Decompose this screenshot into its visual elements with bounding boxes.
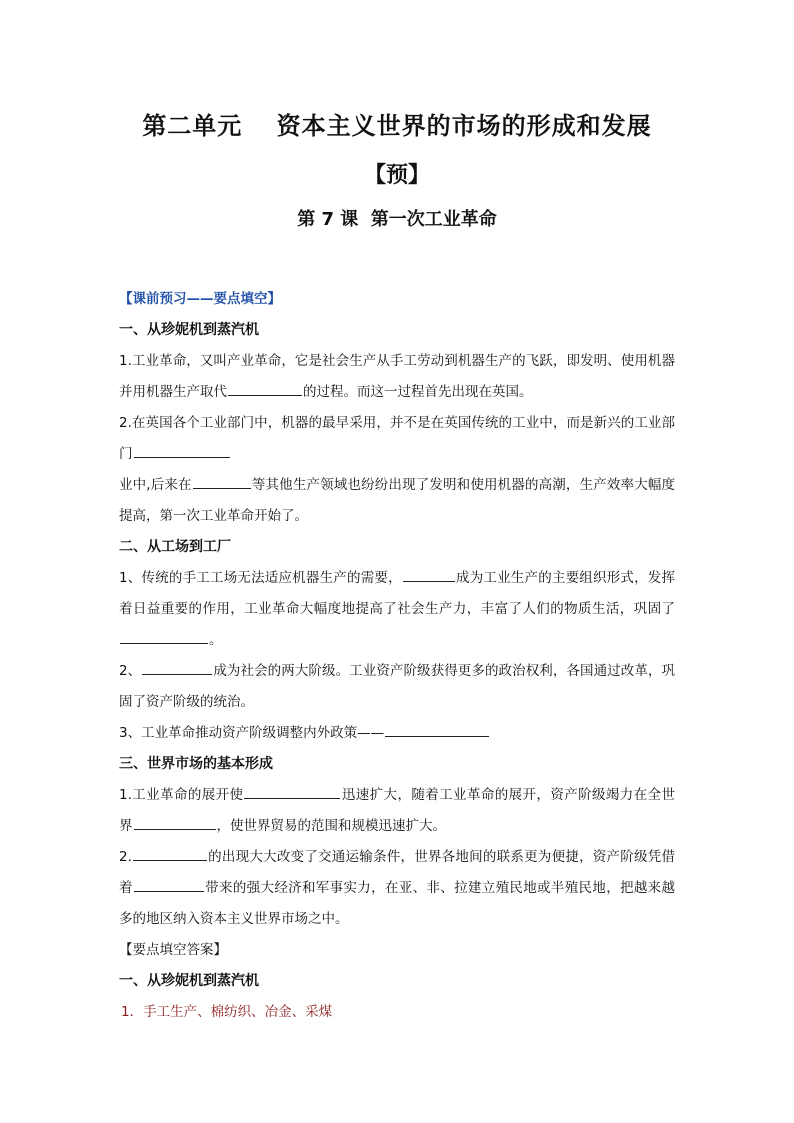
fill-blank[interactable] [134, 815, 216, 830]
text-segment: 的过程。而这一过程首先出现在英国。 [303, 384, 533, 400]
section-3-paragraph-2 [119, 842, 675, 935]
answer-line-1: 1．手工生产、棉纺织、冶金、采煤 [121, 1004, 333, 1020]
fill-blank[interactable] [120, 629, 208, 644]
fill-blank[interactable] [228, 381, 302, 396]
lesson-title: 第 7 课 第一次工业革命 [297, 209, 497, 230]
text-segment: 的出现大大改变了交通运输条件，世界各地间的联系更为便捷，资产阶级凭借着 [119, 849, 675, 896]
answers-label: 【要点填空答案】 [119, 942, 227, 958]
section-2-paragraph-1 [119, 563, 675, 656]
fill-blank[interactable] [403, 567, 455, 582]
preview-tag: 【预】 [363, 163, 430, 188]
text-segment: 2.在英国各个工业部门中，机器的最早采用，并不是在英国传统的工业中，而是新兴的工业部门 [119, 415, 675, 462]
section-1-paragraph-2 [119, 408, 675, 470]
fill-blank[interactable] [134, 877, 204, 892]
text-segment: 2、 [119, 663, 142, 679]
text-segment: 等其他生产领域也纷纷出现了发明和使用机器的高潮，生产效率大幅度提高，第一次工业革命开始了。 [119, 477, 675, 524]
preview-label: 【课前预习——要点填空】 [119, 291, 281, 307]
text-segment: 迅速扩大，随着工业革命的展开，资产阶级竭力在全世界 [119, 787, 676, 834]
fill-blank[interactable] [385, 722, 489, 737]
section-1-paragraph-1 [119, 346, 675, 408]
text-segment: 。 [209, 632, 223, 648]
fill-blank[interactable] [134, 443, 230, 458]
section-1-heading: 一、从珍妮机到蒸汽机 [119, 322, 259, 338]
text-segment: 成为社会的两大阶级。工业资产阶级获得更多的政治权利，各国通过改革，巩固了资产阶级的统治。 [119, 663, 676, 710]
text-segment: 1.工业革命的展开使 [119, 787, 244, 803]
answers-section-1-heading: 一、从珍妮机到蒸汽机 [119, 973, 259, 989]
text-segment: ，使世界贸易的范围和规模迅速扩大。 [216, 818, 446, 834]
fill-blank[interactable] [142, 660, 212, 675]
section-1-paragraph-2-cont [119, 470, 675, 532]
text-segment: 业中,后来在 [119, 477, 192, 493]
text-segment: 3、工业革命推动资产阶级调整内外政策—— [119, 725, 385, 741]
text-segment: 2. [119, 849, 132, 865]
unit-title: 第二单元 资本主义世界的市场的形成和发展 [142, 112, 652, 140]
document-body [119, 284, 675, 1028]
section-3-paragraph-1 [119, 780, 675, 842]
section-2-paragraph-3 [119, 718, 675, 749]
text-segment: 1.工业革命，又叫产业革命，它是社会生产从手工劳动到机器生产的飞跃，即发明、使用机器并用机器生产取代 [119, 353, 675, 400]
text-segment: 1、传统的手工工场无法适应机器生产的需要， [119, 570, 402, 586]
text-segment: 带来的强大经济和军事实力，在亚、非、拉建立殖民地或半殖民地，把越来越多的地区纳入资本主义世界市场之中。 [119, 880, 676, 927]
fill-blank[interactable] [244, 784, 340, 799]
section-2-heading: 二、从工场到工厂 [119, 539, 231, 555]
section-3-heading: 三、世界市场的基本形成 [119, 756, 273, 772]
text-segment: 成为工业生产的主要组织形式，发挥着日益重要的作用，工业革命大幅度地提高了社会生产力，丰富了人们的物质生活，巩固了 [119, 570, 675, 617]
fill-blank[interactable] [193, 474, 251, 489]
section-2-paragraph-2 [119, 656, 675, 718]
fill-blank[interactable] [133, 846, 207, 861]
